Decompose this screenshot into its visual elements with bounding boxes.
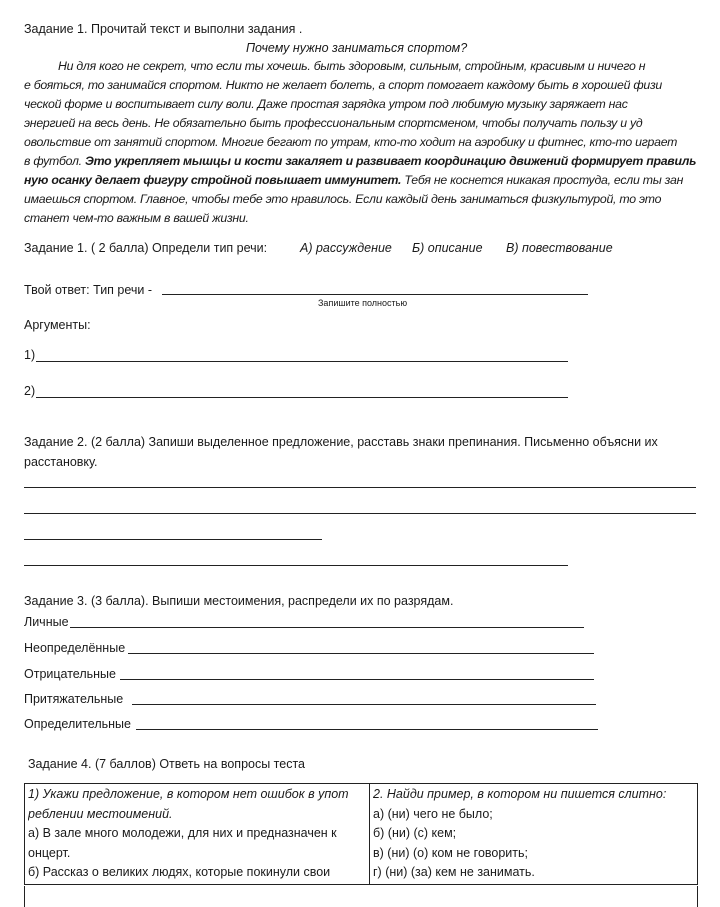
q1-option-c: В) повествование — [506, 241, 613, 255]
text-line: ческой форме и воспитывает силу воли. Даже простая зарядка утром под любимую музыку заряжает нас — [24, 97, 628, 111]
q4-left-cell — [25, 784, 370, 885]
text-title: Почему нужно заниматься спортом? — [246, 41, 468, 55]
q4-left-option-b[interactable]: б) Рассказ о великих людях, которые покинули свои — [28, 865, 331, 879]
text-line — [24, 171, 700, 190]
text-passage — [24, 57, 700, 228]
q3-answer-line[interactable] — [128, 653, 594, 654]
q3-answer-line[interactable] — [132, 704, 596, 705]
text-line: энергией на весь день. Не обязательно быть профессиональным спортсменом, чтобы получать пользу и уд — [24, 116, 643, 130]
table-continuation-border — [24, 886, 25, 907]
q4-left-question: 1) Укажи предложение, в котором нет ошибок в упот — [28, 787, 349, 801]
q4-right-cell — [370, 784, 698, 885]
q1-answer-hint: Запишите полностью — [318, 298, 408, 308]
text-line: станет чем-то важным в вашей жизни. — [24, 211, 249, 225]
q4-left-option-a[interactable]: а) В зале много молодежи, для них и предназначен к — [28, 826, 337, 840]
q4-left-question: реблении местоимений. — [28, 806, 173, 821]
text-line — [24, 152, 700, 171]
q3-category-negative: Отрицательные — [24, 667, 116, 681]
q4-test-table — [24, 783, 698, 885]
text-line: овольствие от занятий спортом. Многие бегают по утрам, кто-то ходит на аэробику и фитнес, кто-то играет — [24, 135, 678, 149]
q3-category-personal: Личные — [24, 615, 69, 629]
q4-right-option-a[interactable]: а) (ни) чего не было; — [373, 806, 493, 821]
q4-right-option-b[interactable]: б) (ни) (с) кем; — [373, 826, 457, 840]
q4-left-option-a[interactable]: онцерт. — [28, 845, 71, 860]
highlighted-sentence-part1: Это укрепляет мышцы и кости закаляет и развивает координацию движений формирует правиль — [85, 154, 697, 168]
q3-answer-line[interactable] — [70, 627, 584, 628]
q3-answer-line[interactable] — [136, 729, 598, 730]
q1-arg1-line[interactable] — [36, 361, 568, 362]
q1-arguments-label: Аргументы: — [24, 318, 91, 332]
q4-right-question: 2. Найди пример, в котором ни пишется слитно: — [373, 787, 667, 801]
q3-category-determinative: Определительные — [24, 717, 131, 731]
text-line: Ни для кого не секрет, что если ты хочешь. быть здоровым, сильным, стройным, красивым и ничего н — [58, 59, 646, 73]
q2-text-line2: расстановку. — [24, 455, 98, 469]
text-fragment: Тебя не коснется никакая простуда, если ты зан — [404, 173, 684, 187]
q4-text: Задание 4. (7 баллов) Ответь на вопросы теста — [28, 757, 306, 771]
q2-text-line1: Задание 2. (2 балла) Запиши выделенное предложение, расставь знаки препинания. Письменно объясни их — [24, 435, 658, 449]
q1-option-b: Б) описание — [412, 241, 483, 255]
q3-text: Задание 3. (3 балла). Выпиши местоимения, распредели их по разрядам. — [24, 594, 454, 608]
q1-text: Задание 1. ( 2 балла) Определи тип речи: — [24, 241, 268, 255]
text-fragment: в футбол. — [24, 154, 82, 168]
q1-answer-line[interactable] — [162, 294, 588, 295]
q3-category-indefinite: Неопределённые — [24, 641, 126, 655]
text-line: имаешься спортом. Главное, чтобы тебе это нравилось. Если каждый день заниматься физкультурой, то это — [24, 192, 662, 206]
q1-answer-label: Твой ответ: Тип речи - — [24, 283, 153, 297]
q1-arg2-label: 2) — [24, 384, 36, 398]
q4-right-option-c[interactable]: в) (ни) (о) ком не говорить; — [373, 845, 528, 860]
q2-answer-line[interactable] — [24, 539, 322, 540]
highlighted-sentence-part2: ную осанку делает фигуру стройной повышает иммунитет. — [24, 173, 402, 187]
q2-answer-line[interactable] — [24, 513, 696, 514]
q1-arg2-line[interactable] — [36, 397, 568, 398]
task1-header: Задание 1. Прочитай текст и выполни задания . — [24, 22, 303, 36]
q1-arg1-label: 1) — [24, 348, 36, 362]
q4-right-option-d[interactable]: г) (ни) (за) кем не занимать. — [373, 865, 535, 879]
q2-answer-line[interactable] — [24, 565, 568, 566]
q3-category-possessive: Притяжательные — [24, 692, 124, 706]
table-continuation-border — [697, 886, 698, 907]
q1-option-a: А) рассуждение — [300, 241, 392, 255]
q3-answer-line[interactable] — [120, 679, 594, 680]
text-line: е бояться, то занимайся спортом. Никто не желает болеть, а спорт помогает каждому быть в хорошей физи — [24, 78, 663, 92]
q2-answer-line[interactable] — [24, 487, 696, 488]
